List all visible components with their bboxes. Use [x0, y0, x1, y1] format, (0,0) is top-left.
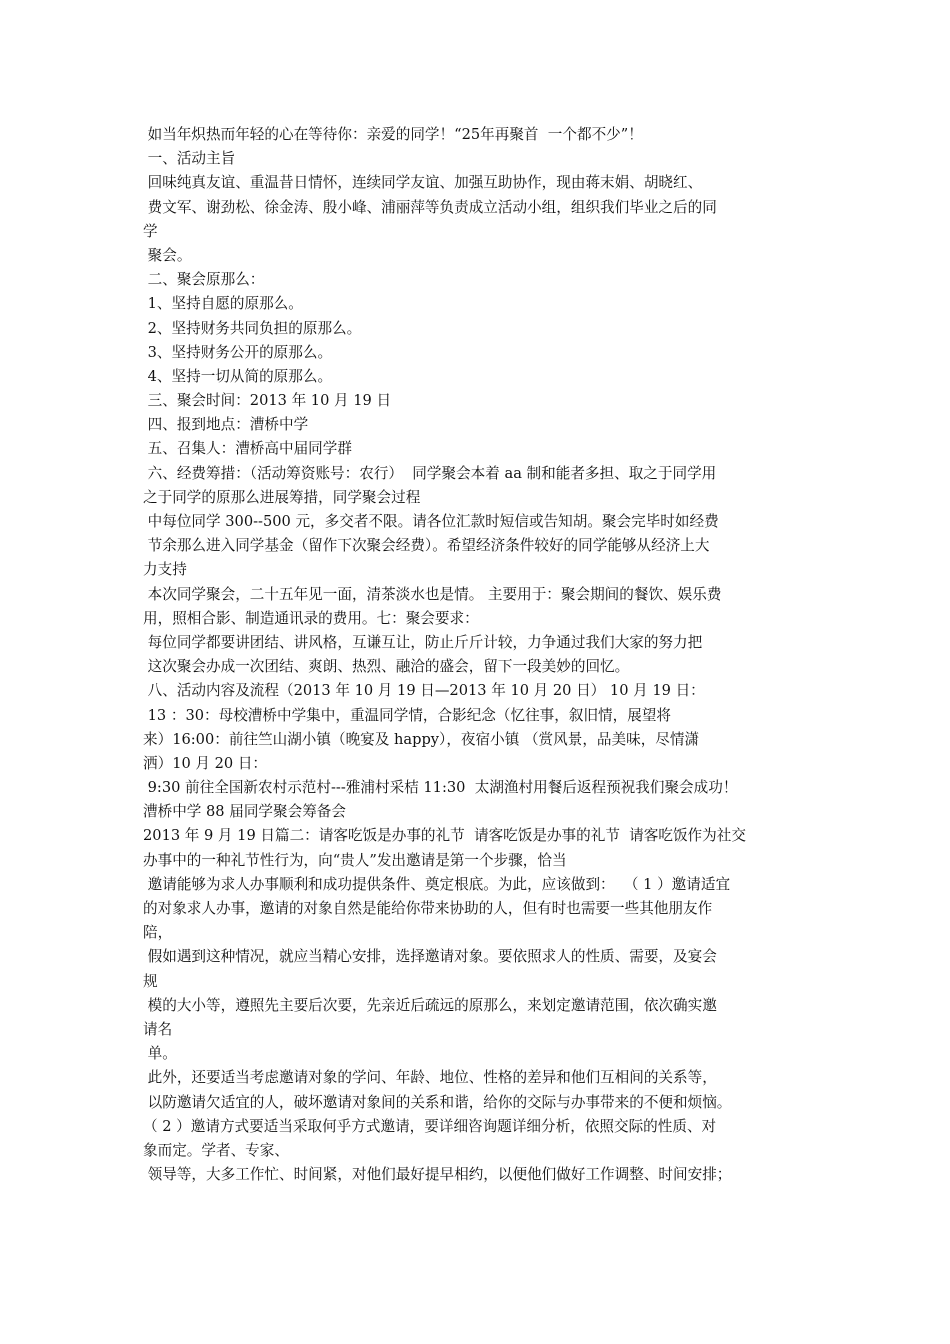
text-line: 的对象求人办事，邀请的对象自然是能给你带来协助的人，但有时也需要一些其他朋友作: [143, 900, 713, 917]
text-line: 如当年炽热而年轻的心在等待你：亲爱的同学！“25年再聚首 一个都不少”！: [143, 126, 643, 143]
text-line: 此外，还要适当考虑邀请对象的学问、年龄、地位、性格的差异和他们互相间的关系等，: [143, 1069, 717, 1087]
text-line: 13 ：30：母校漕桥中学集中，重温同学情，合影纪念（忆往事，叙旧情，展望将: [143, 706, 672, 724]
text-line: 来）16:00：前往竺山湖小镇（晚宴及 happy），夜宿小镇 （赏风景，品美味，尽情潇: [143, 730, 700, 748]
text-line: 办事中的一种礼节性行为，向“贵人”发出邀请是第一个步骤，恰当: [143, 851, 567, 869]
text-line: 规: [143, 972, 158, 990]
text-line: 本次同学聚会，二十五年见一面，清茶淡水也是情。 主要用于：聚会期间的餐饮、娱乐费: [143, 585, 722, 603]
text-line: 漕桥中学 88 届同学聚会筹备会: [143, 803, 346, 821]
text-line: 中每位同学 300--500 元，多交者不限。请各位汇款时短信或告知胡。聚会完毕时如经费: [143, 513, 719, 530]
text-line: 4、坚持一切从简的原那么。: [143, 367, 333, 385]
text-line: 这次聚会办成一次团结、爽朗、热烈、融洽的盛会，留下一段美妙的回忆。: [143, 658, 630, 676]
text-line: 2、坚持财务共同负担的原那么。: [143, 319, 362, 337]
document-body: [143, 123, 813, 1187]
text-line: 节余那么进入同学基金（留作下次聚会经费）。希望经济条件较好的同学能够从经济上大: [143, 537, 710, 555]
text-line: 每位同学都要讲团结、讲风格，互谦互让，防止斤斤计较，力争通过我们大家的努力把: [143, 633, 703, 651]
text-line: 一、活动主旨: [143, 150, 236, 168]
text-line: 之于同学的原那么进展筹措，同学聚会过程: [143, 488, 421, 506]
text-line: 四、报到地点：漕桥中学: [143, 416, 309, 434]
text-line: 费文军、谢劲松、徐金涛、殷小峰、浦丽萍等负责成立活动小组，组织我们毕业之后的同: [143, 198, 717, 216]
text-line: 以防邀请欠适宜的人，破坏邀请对象间的关系和谐，给你的交际与办事带来的不便和烦恼。: [143, 1093, 732, 1111]
text-line: 六、经费筹措：（活动筹资账号：农行） 同学聚会本着 aa 制和能者多担、取之于同学用: [143, 464, 717, 482]
text-line: 象而定。学者、专家、: [143, 1141, 289, 1159]
text-line: 陪，: [143, 924, 173, 942]
text-line: 单。: [143, 1045, 177, 1063]
text-line: 聚会。: [143, 246, 192, 264]
text-line: 八、活动内容及流程（2013 年 10 月 19 日—2013 年 10 月 20 日） 10 月 19 日：: [143, 682, 705, 700]
text-line: 二、聚会原那么：: [143, 271, 265, 289]
text-line: 五、召集人：漕桥高中届同学群: [143, 440, 352, 458]
text-line: 假如遇到这种情况，就应当精心安排，选择邀请对象。要依照求人的性质、需要，及宴会: [143, 948, 717, 966]
text-line: 力支持: [143, 561, 187, 579]
text-line: 领导等，大多工作忙、时间紧，对他们最好提早相约，以便他们做好工作调整、时间安排；: [143, 1166, 732, 1184]
text-line: 2013 年 9 月 19 日篇二：请客吃饭是办事的礼节 请客吃饭是办事的礼节 请客吃饭作为社交: [143, 827, 746, 845]
text-line: 1、坚持自愿的原那么。: [143, 295, 303, 313]
text-line: 邀请能够为求人办事顺利和成功提供条件、奠定根底。为此，应该做到： （ 1 ）邀请适宜: [143, 875, 731, 893]
text-line: 三、聚会时间：2013 年 10 月 19 日: [143, 392, 392, 410]
text-line: 请名: [143, 1020, 173, 1038]
text-line: 用，照相合影、制造通讯录的费用。七：聚会要求：: [143, 609, 479, 627]
text-line: 3、坚持财务公开的原那么。: [143, 343, 333, 361]
text-line: 模的大小等，遵照先主要后次要，先亲近后疏远的原那么，来划定邀请范围，依次确实邀: [143, 996, 717, 1014]
text-line: （ 2 ）邀请方式要适当采取何乎方式邀请，要详细咨询题详细分析，依照交际的性质、对: [143, 1117, 717, 1135]
text-line: 9:30 前往全国新农村示范村---雅浦村采桔 11:30 太湖渔村用餐后返程预祝我们聚会成功！: [143, 779, 738, 797]
text-line: 回味纯真友谊、重温昔日情怀，连续同学友谊、加强互助协作，现由蒋末娟、胡晓红、: [143, 174, 703, 192]
text-line: 学: [143, 222, 158, 240]
text-line: 洒）10 月 20 日：: [143, 754, 268, 772]
